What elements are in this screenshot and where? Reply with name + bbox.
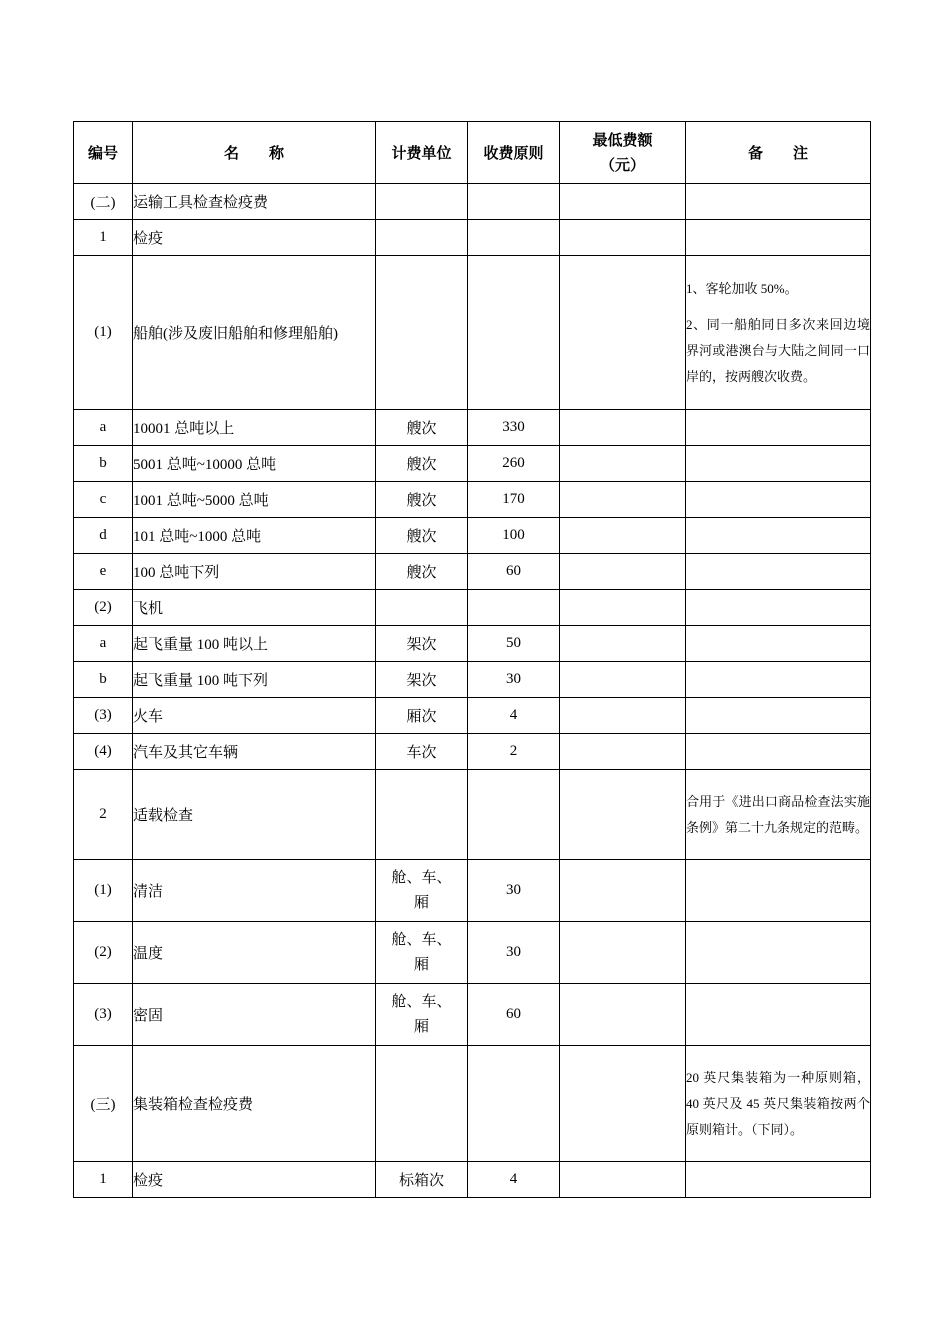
row-note bbox=[686, 554, 871, 590]
row-num: (3) bbox=[74, 984, 133, 1046]
row-note: 合用于《进出口商品检查法实施条例》第二十九条规定的范畴。 bbox=[686, 770, 871, 860]
note-line-1: 1、客轮加收 50%。 bbox=[686, 280, 798, 296]
row-name: 1001 总吨~5000 总吨 bbox=[133, 482, 376, 518]
table-row bbox=[74, 860, 871, 922]
table-row bbox=[74, 922, 871, 984]
row-note bbox=[686, 860, 871, 922]
row-min bbox=[560, 984, 686, 1046]
row-unit bbox=[376, 590, 468, 626]
row-min bbox=[560, 860, 686, 922]
row-note bbox=[686, 984, 871, 1046]
table-row bbox=[74, 698, 871, 734]
row-min bbox=[560, 698, 686, 734]
header-row bbox=[74, 122, 871, 184]
row-name: 火车 bbox=[133, 698, 376, 734]
row-num: (二) bbox=[74, 184, 133, 220]
row-min bbox=[560, 446, 686, 482]
row-unit-line-2: 厢 bbox=[413, 1018, 429, 1035]
header-min-fee-label: 最低费额 bbox=[592, 130, 653, 149]
row-fee bbox=[468, 1046, 560, 1162]
row-unit bbox=[376, 770, 468, 860]
row-name: 100 总吨下列 bbox=[133, 554, 376, 590]
row-note bbox=[686, 518, 871, 554]
table-row bbox=[74, 770, 871, 860]
row-fee bbox=[468, 220, 560, 256]
row-fee: 60 bbox=[468, 984, 560, 1046]
fee-table bbox=[73, 121, 871, 1198]
row-fee bbox=[468, 184, 560, 220]
row-num: d bbox=[74, 518, 133, 554]
note-line-2: 2、同一船舶同日多次来回边境界河或港澳台与大陆之间同一口岸的，按两艘次收费。 bbox=[686, 316, 870, 384]
row-fee bbox=[468, 590, 560, 626]
row-fee bbox=[468, 256, 560, 410]
table-row bbox=[74, 410, 871, 446]
table-row bbox=[74, 626, 871, 662]
row-name: 温度 bbox=[133, 922, 376, 984]
header-principle: 收费原则 bbox=[468, 122, 560, 184]
row-note bbox=[686, 482, 871, 518]
row-fee: 60 bbox=[468, 554, 560, 590]
row-note bbox=[686, 184, 871, 220]
row-name: 10001 总吨以上 bbox=[133, 410, 376, 446]
header-note: 备 注 bbox=[686, 122, 871, 184]
row-min bbox=[560, 626, 686, 662]
table-row bbox=[74, 256, 871, 410]
row-name: 起飞重量 100 吨以上 bbox=[133, 626, 376, 662]
row-unit: 艘次 bbox=[376, 518, 468, 554]
row-note bbox=[686, 734, 871, 770]
row-note bbox=[686, 662, 871, 698]
row-num: 1 bbox=[74, 1162, 133, 1198]
row-unit-line-1: 舱、车、 bbox=[391, 993, 452, 1010]
row-name: 适载检查 bbox=[133, 770, 376, 860]
row-num: b bbox=[74, 446, 133, 482]
row-note bbox=[686, 256, 871, 410]
row-unit bbox=[376, 184, 468, 220]
table-row bbox=[74, 554, 871, 590]
row-num: e bbox=[74, 554, 133, 590]
row-unit: 艘次 bbox=[376, 446, 468, 482]
row-fee: 2 bbox=[468, 734, 560, 770]
row-num: (2) bbox=[74, 922, 133, 984]
row-fee: 50 bbox=[468, 626, 560, 662]
row-min bbox=[560, 734, 686, 770]
table-row bbox=[74, 1162, 871, 1198]
row-fee: 260 bbox=[468, 446, 560, 482]
row-unit: 艘次 bbox=[376, 482, 468, 518]
row-unit: 艘次 bbox=[376, 410, 468, 446]
header-min-fee-unit: （元） bbox=[599, 155, 645, 174]
row-unit bbox=[376, 922, 468, 984]
row-unit bbox=[376, 1046, 468, 1162]
row-fee: 170 bbox=[468, 482, 560, 518]
row-min bbox=[560, 662, 686, 698]
row-unit-line-1: 舱、车、 bbox=[391, 869, 452, 886]
row-unit-line-2: 厢 bbox=[413, 894, 429, 911]
row-num: (4) bbox=[74, 734, 133, 770]
header-min-fee bbox=[560, 122, 686, 184]
row-name: 5001 总吨~10000 总吨 bbox=[133, 446, 376, 482]
row-min bbox=[560, 482, 686, 518]
row-name: 检疫 bbox=[133, 1162, 376, 1198]
row-name: 密固 bbox=[133, 984, 376, 1046]
row-min bbox=[560, 220, 686, 256]
row-unit bbox=[376, 256, 468, 410]
row-note bbox=[686, 410, 871, 446]
row-unit-line-2: 厢 bbox=[413, 956, 429, 973]
row-unit: 架次 bbox=[376, 626, 468, 662]
row-name: 汽车及其它车辆 bbox=[133, 734, 376, 770]
row-unit bbox=[376, 860, 468, 922]
row-num: (1) bbox=[74, 860, 133, 922]
row-unit: 艘次 bbox=[376, 554, 468, 590]
row-num: a bbox=[74, 626, 133, 662]
row-fee: 30 bbox=[468, 662, 560, 698]
row-note bbox=[686, 590, 871, 626]
row-num: 1 bbox=[74, 220, 133, 256]
row-min bbox=[560, 1046, 686, 1162]
row-name: 船舶(涉及废旧船舶和修理船舶) bbox=[133, 256, 376, 410]
row-fee: 330 bbox=[468, 410, 560, 446]
table-row bbox=[74, 184, 871, 220]
table-row bbox=[74, 518, 871, 554]
row-min bbox=[560, 1162, 686, 1198]
row-unit: 标箱次 bbox=[376, 1162, 468, 1198]
row-num: (3) bbox=[74, 698, 133, 734]
header-name: 名 称 bbox=[133, 122, 376, 184]
row-num: 2 bbox=[74, 770, 133, 860]
row-min bbox=[560, 770, 686, 860]
row-min bbox=[560, 518, 686, 554]
row-unit: 车次 bbox=[376, 734, 468, 770]
row-min bbox=[560, 256, 686, 410]
row-name: 起飞重量 100 吨下列 bbox=[133, 662, 376, 698]
table-row bbox=[74, 1046, 871, 1162]
row-name: 运输工具检查检疫费 bbox=[133, 184, 376, 220]
row-note: 20 英尺集装箱为一种原则箱，40 英尺及 45 英尺集装箱按两个原则箱计。（下同）。 bbox=[686, 1046, 871, 1162]
row-num: a bbox=[74, 410, 133, 446]
row-unit: 架次 bbox=[376, 662, 468, 698]
header-num: 编号 bbox=[74, 122, 133, 184]
row-note bbox=[686, 220, 871, 256]
row-min bbox=[560, 922, 686, 984]
row-note bbox=[686, 1162, 871, 1198]
table-row bbox=[74, 446, 871, 482]
row-fee: 30 bbox=[468, 860, 560, 922]
row-num: b bbox=[74, 662, 133, 698]
row-unit-line-1: 舱、车、 bbox=[391, 931, 452, 948]
table-row bbox=[74, 734, 871, 770]
row-min bbox=[560, 184, 686, 220]
row-note bbox=[686, 626, 871, 662]
row-note bbox=[686, 446, 871, 482]
row-name: 集装箱检查检疫费 bbox=[133, 1046, 376, 1162]
table-row bbox=[74, 590, 871, 626]
row-fee: 100 bbox=[468, 518, 560, 554]
row-num: c bbox=[74, 482, 133, 518]
row-unit: 厢次 bbox=[376, 698, 468, 734]
row-name: 飞机 bbox=[133, 590, 376, 626]
table-row bbox=[74, 220, 871, 256]
row-num: (1) bbox=[74, 256, 133, 410]
row-min bbox=[560, 590, 686, 626]
row-min bbox=[560, 554, 686, 590]
row-num: (三) bbox=[74, 1046, 133, 1162]
row-fee: 4 bbox=[468, 698, 560, 734]
table-row bbox=[74, 662, 871, 698]
row-fee bbox=[468, 770, 560, 860]
row-note bbox=[686, 922, 871, 984]
row-unit bbox=[376, 220, 468, 256]
row-num: (2) bbox=[74, 590, 133, 626]
row-unit bbox=[376, 984, 468, 1046]
row-fee: 30 bbox=[468, 922, 560, 984]
header-unit: 计费单位 bbox=[376, 122, 468, 184]
row-name: 101 总吨~1000 总吨 bbox=[133, 518, 376, 554]
table-row bbox=[74, 984, 871, 1046]
table-row bbox=[74, 482, 871, 518]
row-name: 清洁 bbox=[133, 860, 376, 922]
row-name: 检疫 bbox=[133, 220, 376, 256]
row-note bbox=[686, 698, 871, 734]
row-fee: 4 bbox=[468, 1162, 560, 1198]
row-min bbox=[560, 410, 686, 446]
